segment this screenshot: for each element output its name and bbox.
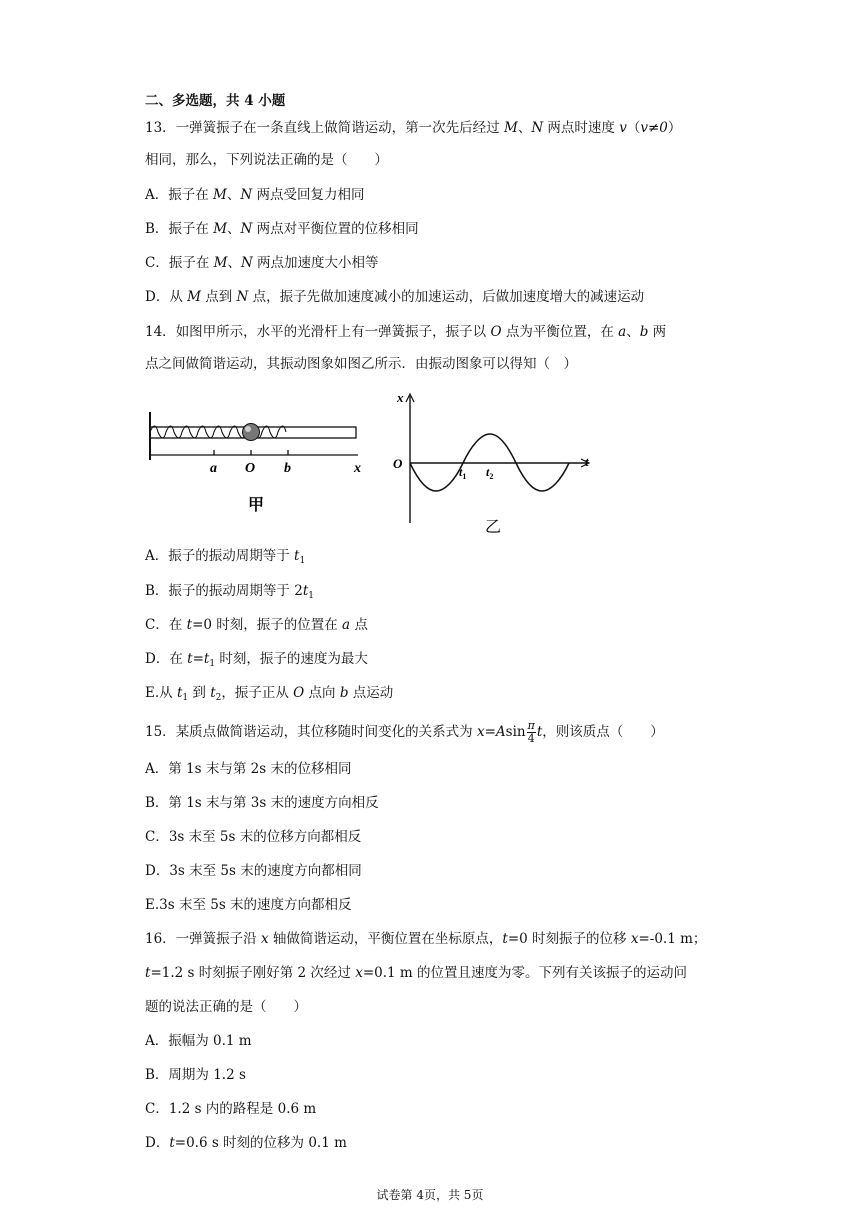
- tick-t1: $t_1$: [459, 465, 467, 481]
- q15-option-d: D．3s 末至 5s 末的速度方向都相同: [145, 863, 362, 879]
- q15-option-e: E.3s 末至 5s 末的速度方向都相反: [145, 897, 352, 913]
- spring-coil: [150, 426, 286, 438]
- q16-stem-line2: t=1.2 s 时刻振子刚好第 2 次经过 x=0.1 m 的位置且速度为零。下列有关该振子的运动问: [145, 965, 687, 981]
- q13-option-b: B．振子在 M、N 两点对平衡位置的位移相同: [145, 221, 419, 237]
- q16-stem-line1: 16．一弹簧振子沿 x 轴做简谐运动，平衡位置在坐标原点，t=0 时刻振子的位移 x=-0.1 m；: [145, 931, 707, 947]
- q15-option-a: A．第 1s 末与第 2s 末的位移相同: [145, 761, 352, 777]
- q14-stem-line2: 点之间做简谐运动，其振动图象如图乙所示．由振动图象可以得知（ ）: [145, 356, 577, 372]
- axis-label-x: x: [397, 390, 404, 405]
- q16-option-b: B．周期为 1.2 s: [145, 1067, 246, 1083]
- caption-yi: 乙: [485, 517, 502, 536]
- page-footer: 试卷第 4页，共 5页: [376, 1188, 484, 1202]
- oscillator-ball: [243, 424, 260, 441]
- q15-stem: 15．某质点做简谐运动，其位移随时间变化的关系式为 x=Asin $\frac{\pi}{4}$ t，则该质点（ ）: [145, 719, 664, 745]
- label-O: O: [245, 461, 256, 476]
- q14-option-b: B．振子的振动周期等于 $2t_1$: [145, 583, 314, 601]
- q15-option-b: B．第 1s 末与第 3s 末的速度方向相反: [145, 795, 379, 811]
- q13-option-c: C．振子在 M、N 两点加速度大小相等: [145, 255, 379, 271]
- q13-option-d: D．从 M 点到 N 点，振子先做加速度减小的加速运动，后做加速度增大的减速运动: [145, 289, 645, 305]
- q14-option-e: E.从 $t_1$ 到 $t_2$，振子正从 O 点向 b 点运动: [145, 685, 394, 703]
- q16-option-c: C．1.2 s 内的路程是 0.6 m: [145, 1101, 317, 1117]
- q14-option-d: D．在 $t=t_1$ 时刻，振子的速度为最大: [145, 651, 368, 669]
- q16-option-a: A．振幅为 0.1 m: [145, 1033, 252, 1049]
- q14-option-c: C．在 t=0 时刻，振子的位置在 a 点: [145, 617, 368, 633]
- q13-stem-line2: 相同，那么，下列说法正确的是（ ）: [145, 152, 388, 168]
- q14-option-a: A．振子的振动周期等于 $t_1$: [145, 548, 306, 566]
- figure-jia: [140, 400, 365, 525]
- section-header: 二、多选题，共 4 小题: [145, 93, 286, 109]
- q13-stem-line1: 13．一弹簧振子在一条直线上做简谐运动，第一次先后经过 M、N 两点时速度 v（v≠0）: [145, 120, 682, 136]
- figure-yi: [375, 388, 605, 538]
- q14-stem-line1: 14．如图甲所示，水平的光滑杆上有一弹簧振子，振子以 O 点为平衡位置，在 a、b 两: [145, 324, 667, 340]
- label-x: x: [354, 461, 361, 476]
- q16-option-d: D．t=0.6 s 时刻的位移为 0.1 m: [145, 1135, 347, 1151]
- label-b: b: [284, 461, 291, 476]
- pi-over-4-fraction: $\frac{\pi}{4}$: [527, 719, 535, 745]
- axis-label-O: O: [393, 456, 403, 471]
- q13-option-a: A．振子在 M、N 两点受回复力相同: [145, 187, 365, 203]
- tick-t2: $t_2$: [486, 465, 494, 481]
- axis-label-t: t: [585, 454, 589, 469]
- caption-jia: 甲: [248, 495, 265, 514]
- q16-stem-line3: 题的说法正确的是（ ）: [145, 999, 307, 1015]
- q15-option-c: C．3s 末至 5s 末的位移方向都相反: [145, 829, 362, 845]
- label-a: a: [210, 461, 217, 476]
